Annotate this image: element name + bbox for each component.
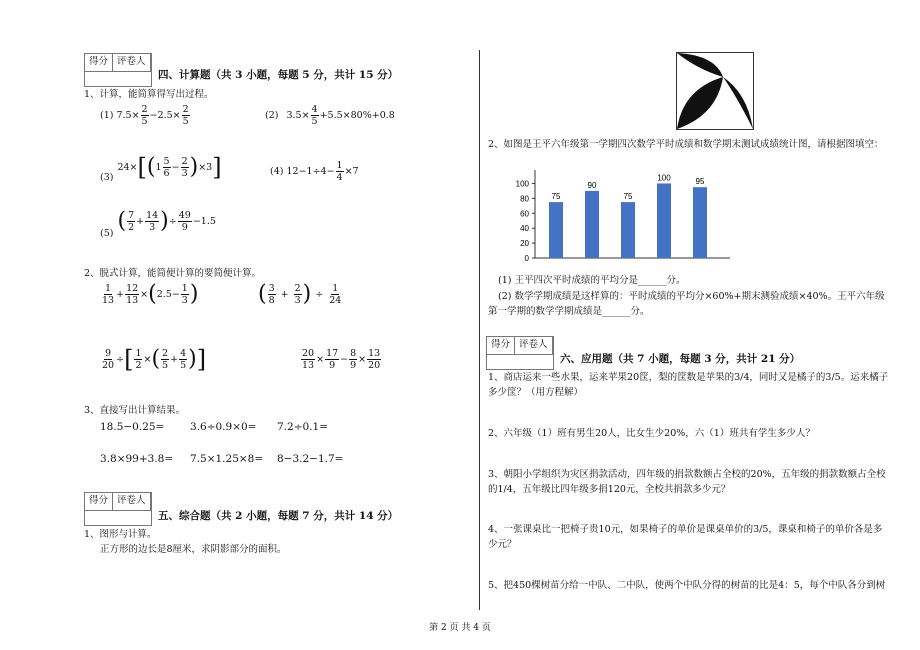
q1-part2: (2) 3.5× $\frac{4}{5}$ +5.5×80%+0.8 xyxy=(265,104,395,127)
score-bar-chart xyxy=(505,160,740,268)
page-footer: 第 2 页 共 4 页 xyxy=(429,623,491,633)
q2-part-c: $\frac{9}{20}$ ÷[ $\frac{1}{2}$ ×( $\frac{2}{5}$ + $\frac{4}{5}$ )] xyxy=(102,345,207,374)
score-box-section6 xyxy=(486,336,554,355)
grader-label: 评卷人 xyxy=(113,493,151,510)
bar xyxy=(657,183,671,258)
y-tick-label: 20 xyxy=(520,239,529,249)
s6-q4b: 少元？ xyxy=(488,539,517,550)
s6-q4a: 4、一张课桌比一把椅子贵10元，如果椅子的单价是课桌单价的3/5，课桌和椅子的单价各是多 xyxy=(488,524,883,535)
y-tick-label: 80 xyxy=(520,194,529,204)
section6-title: 六、应用题（共 7 小题，每题 3 分，共计 21 分） xyxy=(560,353,801,365)
q2-part-a: $\frac{1}{13}$ + $\frac{12}{13}$ ×(2.5− $\frac{1}{3}$ ) xyxy=(102,281,199,307)
q3-item: 18.5−0.25= xyxy=(100,421,165,433)
fraction: $\frac{5}{6}$ xyxy=(163,156,170,179)
score-label: 得分 xyxy=(487,337,515,354)
section5-title: 五、综合题（共 2 小题，每题 7 分，共计 14 分） xyxy=(158,510,399,522)
fraction: $\frac{4}{5}$ xyxy=(180,348,187,371)
s6-q1b: 多少筐？（用方程解） xyxy=(488,387,584,398)
s5-q2-a: (1) 王平四次平时成绩的平均分是______分。 xyxy=(498,275,686,286)
score-blank xyxy=(84,510,152,526)
q2-part-b: ( $\frac{3}{8}$ + $\frac{2}{3}$ ) ÷ $\frac{1}{24}$ xyxy=(258,281,342,307)
score-box-section4 xyxy=(84,53,152,72)
fraction: $\frac{9}{20}$ xyxy=(102,348,115,371)
q1-intro: 1、计算，能简算得写出过程。 xyxy=(84,89,214,100)
q1-part3: (3)24×[(1 $\frac{5}{6}$ − $\frac{2}{3}$ )×3] xyxy=(100,153,222,183)
s5-q1-text: 正方形的边长是8厘米，求阴影部分的面积。 xyxy=(100,544,287,555)
bar xyxy=(693,187,707,258)
score-label: 得分 xyxy=(85,493,113,510)
bar xyxy=(585,191,599,258)
fraction: $\frac{17}{9}$ xyxy=(326,348,339,371)
y-tick-label: 40 xyxy=(520,224,529,234)
bar xyxy=(549,202,563,258)
q3-item: 3.8×99+3.8= xyxy=(100,453,174,465)
fraction: $\frac{2}{5}$ xyxy=(182,104,189,127)
q2-part-d: $\frac{20}{13}$ × $\frac{17}{9}$ − $\frac{8}{9}$ × $\frac{13}{20}$ xyxy=(302,348,381,371)
grader-label: 评卷人 xyxy=(515,337,553,354)
y-tick-label: 60 xyxy=(520,209,529,219)
q1-part5: (5) ( $\frac{7}{2}$ + $\frac{14}{3}$ )÷ $\frac{49}{9}$ −1.5 xyxy=(100,208,216,239)
fraction: $\frac{1}{3}$ xyxy=(181,283,188,306)
score-label: 得分 xyxy=(85,54,113,71)
q1-part1: (1) 7.5× $\frac{2}{5}$ −2.5× $\frac{2}{5}$ xyxy=(100,104,189,127)
fraction: $\frac{3}{8}$ xyxy=(268,283,275,306)
data-label: 75 xyxy=(551,192,561,202)
fraction: $\frac{1}{2}$ xyxy=(135,348,142,371)
score-blank xyxy=(486,354,554,370)
score-blank xyxy=(84,71,152,87)
fraction: $\frac{1}{4}$ xyxy=(336,160,343,183)
data-label: 95 xyxy=(695,177,705,187)
fraction: $\frac{1}{24}$ xyxy=(329,283,342,306)
s6-q2: 2、六年级（1）班有男生20人，比女生少20%，六（1）班共有学生多少人？ xyxy=(488,428,815,439)
fraction: $\frac{12}{13}$ xyxy=(126,283,139,306)
score-box-section5 xyxy=(84,492,152,511)
q2-intro: 2、脱式计算，能简便计算的要简便计算。 xyxy=(84,268,262,279)
s5-q2-b2: 第一学期的数学学期成绩是______分。 xyxy=(488,306,650,317)
column-divider xyxy=(479,50,480,610)
s6-q5: 5、把450棵树苗分给一中队、二中队，使两个中队分得的树苗的比是4：5，每个中队各分到树 xyxy=(488,580,886,591)
q1-part4: (4) 12−1÷4− $\frac{1}{4}$ ×7 xyxy=(270,160,359,183)
q3-item: 8−3.2−1.7= xyxy=(277,453,344,465)
fraction: $\frac{20}{13}$ xyxy=(302,348,315,371)
grader-label: 评卷人 xyxy=(113,54,151,71)
fraction: $\frac{1}{13}$ xyxy=(102,283,115,306)
fraction: $\frac{2}{3}$ xyxy=(181,156,188,179)
data-label: 75 xyxy=(623,192,633,202)
square-shaded-figure xyxy=(676,52,754,130)
section4-title: 四、计算题（共 3 小题，每题 5 分，共计 15 分） xyxy=(158,69,399,81)
q3-item: 7.2÷0.1= xyxy=(277,421,328,433)
s5-q2-b1: (2) 数学学期成绩是这样算的：平时成绩的平均分×60%+期末测验成绩×40%。王平六年级 xyxy=(498,291,885,302)
s6-q1a: 1、商店运来一些水果，运来苹果20筐，梨的筐数是苹果的3/4，同时又是橘子的3/5。运来橘子 xyxy=(488,372,889,383)
bar xyxy=(621,202,635,258)
fraction: $\frac{13}{20}$ xyxy=(368,348,381,371)
fraction: $\frac{2}{5}$ xyxy=(141,104,148,127)
fraction: $\frac{7}{2}$ xyxy=(128,210,135,233)
s5-q2-intro: 2、如图是王平六年级第一学期四次数学平时成绩和数学期末测试成绩统计图，请根据图填空： xyxy=(488,139,884,150)
fraction: $\frac{49}{9}$ xyxy=(178,210,191,233)
q3-item: 7.5×1.25×8= xyxy=(190,453,264,465)
fraction: $\frac{14}{3}$ xyxy=(146,210,159,233)
y-tick-label: 100 xyxy=(515,179,529,189)
shaded-region-graphic xyxy=(677,53,753,129)
data-label: 90 xyxy=(587,180,597,190)
s6-q3b: 的1/4，五年级比四年级多捐120元，全校共捐款多少元？ xyxy=(488,484,731,495)
y-tick-label: 0 xyxy=(524,254,529,263)
fraction: $\frac{4}{5}$ xyxy=(311,104,318,127)
fraction: $\frac{2}{5}$ xyxy=(162,348,169,371)
s5-q1-intro: 1、图形与计算。 xyxy=(84,529,157,540)
s6-q3a: 3、朝阳小学组织为灾区捐款活动，四年级的捐款数额占全校的20%，五年级的捐款数额占全校 xyxy=(488,469,886,480)
data-label: 100 xyxy=(657,173,671,183)
fraction: $\frac{8}{9}$ xyxy=(350,348,357,371)
fraction: $\frac{2}{3}$ xyxy=(294,283,301,306)
q3-item: 3.6÷0.9×0= xyxy=(190,421,257,433)
q3-intro: 3、直接写出计算结果。 xyxy=(84,405,186,416)
